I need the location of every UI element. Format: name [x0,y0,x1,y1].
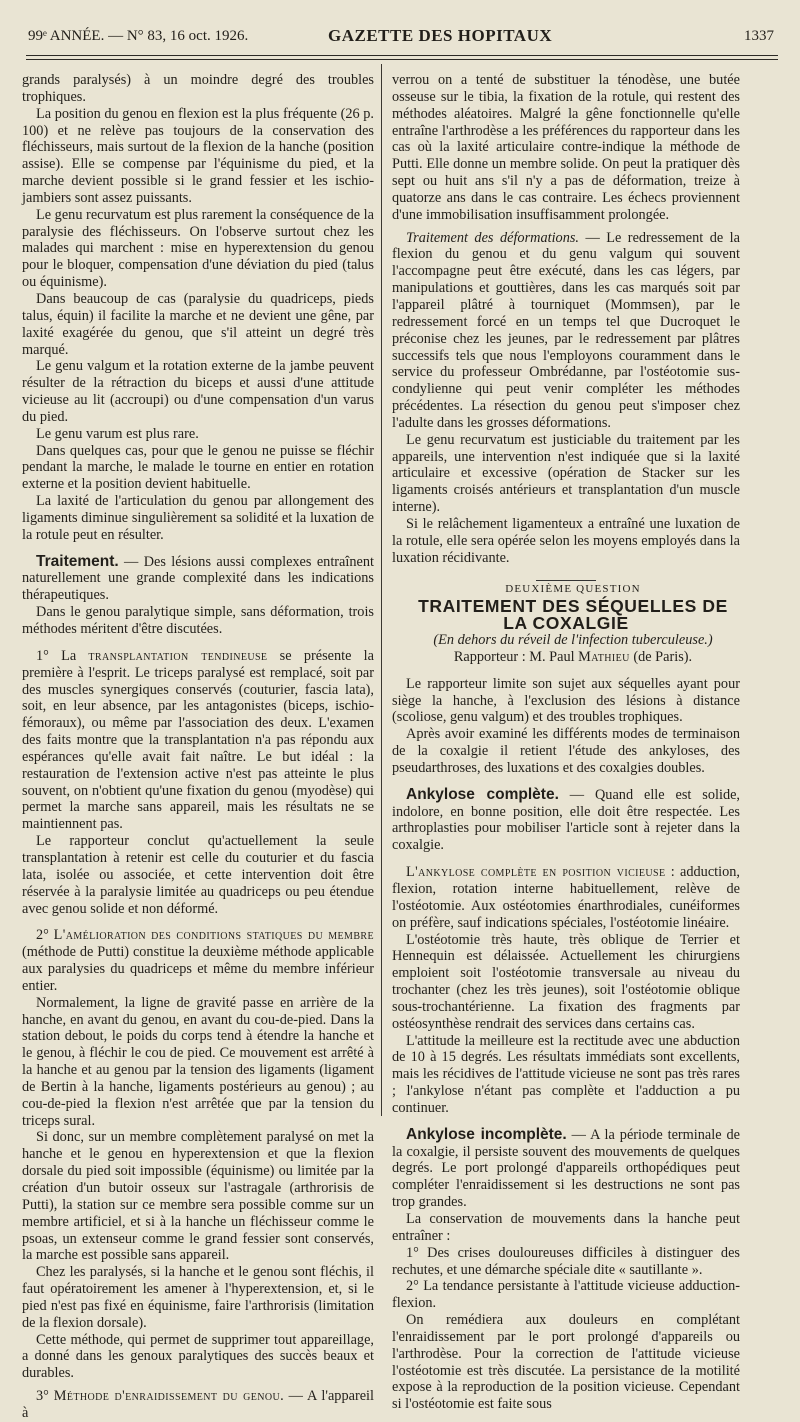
page-header [28,26,780,52]
paragraph: grands paralysés) à un moindre degré des troubles trophiques. [22,72,374,105]
paragraph: Le genu recurvatum est plus rarement la conséquence de la paralysie des fléchisseurs. On l'observe surtout chez les malades qui marchent : mise en hyperextension du genou pour le bloquer, compensation d'une déviation du pied (talus ou équinisme). [22,206,374,291]
column-divider [381,64,382,1116]
ankylose-incomplete-paragraph: Ankylose incomplète. — A la période terminale de la coxalgie, il persiste souvent des mouvements de quelques degrés. Le port prolongé d'appareils orthopédiques peut compléter l'enraidissement si les destructions ne sont pas trop grandes. [392,1125,741,1211]
paragraph: L'attitude la meilleure est la rectitude avec une abduction de 10 à 15 degrés. Les résultats immédiats sont excellents, mais les récidives de l'attitude vicieuse ne sont pas très rares ; l'ankylose n'étant pas complète et l'adduction a pu continuer. [392,1032,740,1116]
method-heading: transplantation tendineuse [88,647,268,664]
paragraph: L'ostéotomie très haute, très oblique de Terrier et Hennequin est délaissée. Actuellement les chirurgiens emploient soit l'ostéotomie transversale au niveau du trochanter (chez les très jeunes), soit l'ostéotomie oblique sous-trochantérienne. La fixation des fragments par ostéosynthèse rendrait des services dans certains cas. [392,931,740,1032]
issue-info: 99ᵉ ANNÉE. — N° 83, 16 oct. 1926. [28,28,249,44]
method-2-paragraph: 2° L'amélioration des conditions statiques du membre (méthode de Putti) constitue la deuxième méthode applicable aux paralysies du quadriceps et même du membre inférieur entier. [22,927,374,994]
header-rule [26,55,778,56]
paragraph: verrou on a tenté de substituer la ténodèse, une butée osseuse sur le tibia, la fixation de la rotule, qui restent des méthodes aléatoires. Malgré la gêne fonctionnelle qu'elle entraîne l'arthrodèse a les préférences du rapporteur dans les cas où la laxité articulaire contre-indique la méthode de Putti. Elle donne un membre solide. On peut la pratiquer dès sept ou huit ans s'il n'y a pas de déformation, treize à quatorze ans dans le cas contraire. Les échecs proviennent d'une immobilisation insuffisamment prolongée. [392,72,740,223]
section-heading: Traitement. [36,552,119,570]
page-number: 1337 [744,28,774,44]
method-1-paragraph: 1° La transplantation tendineuse se présente la première à l'esprit. Le triceps paralysé est remplacé, soit par des muscles synergiques conservés (couturier, fascia lata), soit, en leur absence, par les antagonistes (biceps, ischio-fémoraux), ou même par l'association des deux. L'examen des faits montre que la transplantation n'a pas répondu aux espérances qu'elle avait fait naître. Le but idéal : la restauration de l'extension active n'est pas atteinte le plus souvent, on n'obtient qu'une fixation du genou (myodèse) qui permet la marche sans appareil, mais les résultats ne se maintiennent pas. [22,647,374,833]
paragraph: Après avoir examiné les différents modes de terminaison de la coxalgie il retient l'étude des ankyloses, des pseudarthroses, des luxations et des coxalgies doubles. [392,726,740,776]
paragraph: Le rapporteur limite son sujet aux séquelles ayant pour siège la hanche, à l'exclusion des lésions à distance (scoliose, genu valgum) et des troubles trophiques. [392,675,740,726]
traitement-paragraph: Traitement. — Des lésions aussi complexes entraînent naturellement une grande complexité dans les indications thérapeutiques. [22,552,374,604]
method-heading: L'amélioration des conditions statiques du membre [53,927,374,944]
paragraph: Si le relâchement ligamenteux a entraîné une luxation de la rotule, elle sera opérée selon les moyens employés dans la luxation récidivante. [392,515,740,566]
left-column [22,72,374,1422]
paragraph: Dans le genou paralytique simple, sans déformation, trois méthodes méritent d'être discutées. [22,604,374,637]
paragraph: Le genu varum est plus rare. [36,425,199,442]
paragraph: La conservation de mouvements dans la hanche peut entraîner : [392,1211,740,1244]
question-label: DEUXIÈME QUESTION [505,583,641,596]
vicieuse-paragraph: L'ankylose complète en position vicieuse : adduction, flexion, rotation interne habituellement, relève de l'ostéotomie. Aux ostéotomies énarthrodiales, cunéiformes on préfère, sauf indications spéciales, l'ostéotomie linéaire. [392,864,740,931]
paragraph: Le rapporteur conclut qu'actuellement la seule transplantation à retenir est celle du couturier et du fascia lata, isolée ou associée, et cette intervention doit être réservée à la paralysie limitée au quadriceps ou peu étendue avec genou solide et non déformé. [22,833,374,917]
paragraph: Dans beaucoup de cas (paralysie du quadriceps, pieds talus, équin) il facilite la marche et ne devient une gêne, par laxité exagérée du genou, que s'il atteint un degré très marqué. [22,290,374,358]
paragraph: Normalement, la ligne de gravité passe en arrière de la hanche, en avant du genou, en avant du cou-de-pied. Dans la station debout, le poids du corps tend à étendre la hanche et le genou, à fléchir le cou de pied. Ce mouvement est arrêté à la hanche et au genou par la tension des ligaments (ligament de Bertin à la hanche, ligaments postérieurs au genou) ; au cou-de-pied la flexion n'est arrêtée que par la tension du triceps sural. [22,994,374,1129]
paragraph: 1° Des crises douloureuses difficiles à distinguer des rechutes, et une démarche spéciale dite « sautillante ». [392,1244,740,1278]
right-column [392,72,740,1413]
paragraph: Dans quelques cas, pour que le genou ne puisse se fléchir pendant la marche, le malade le tourne en entier en rotation externe et la position devient habituelle. [22,442,374,493]
section-heading: Ankylose complète. [406,785,559,803]
paragraph: Si donc, sur un membre complètement paralysé on met la hanche et le genou en hyperextension et que la flexion dorsale du pied soit impossible (équinisme) ou limitée par la création d'un butoir osseux sur l'astragale (arthrorisis de Putti), la station sur ce membre sera possible comme sur un membre artificiel, et si à la hanche un fléchisseur comme le psoas, un extenseur comme le grand fessier sont conservés, la marche est possible sans appareil. [22,1129,374,1264]
rapporteur-line: Rapporteur : M. Paul Mathieu (de Paris). [453,648,693,665]
paragraph: Chez les paralysés, si la hanche et le genou sont fléchis, il faut opératoirement les amener à l'hyperextension, et, si le pied n'est pas fixé en équinisme, faire l'arthrorisis (limitation de la flexion dorsale). [22,1264,374,1331]
ankylose-complete-paragraph: Ankylose complète. — Quand elle est solide, indolore, en bonne position, elle doit être respectée. Les arthroplasties pour mobiliser l'article sont à rejeter dans la coxalgie. [392,785,741,854]
subsection-heading: L'ankylose complète en position vicieuse [406,864,666,881]
method-heading: Méthode d'enraidissement du genou [53,1388,281,1405]
header-rule-secondary [26,59,778,60]
section-heading: Ankylose incomplète. [406,1125,567,1143]
paragraph: La laxité de l'articulation du genou par allongement des ligaments diminue singulièrement sa solidité et la luxation de la rotule peut en résulter. [22,493,374,543]
paragraph: Le genu recurvatum est justiciable du traitement par les appareils, une intervention n'est indiquée que si la laxité articulaire et excessive (opération de Stacker sur les ligaments croisés antérieurs et transplantation d'un muscle interne). [392,431,740,516]
paragraph: 2° La tendance persistante à l'attitude vicieuse adduction-flexion. [392,1278,740,1312]
deformations-paragraph: Traitement des déformations. — Le redressement de la flexion du genou et du genu valgum qui souvent l'accompagne peut être exécuté, dans les cas légers, par manipulations et gouttières, dans les cas marqués soit par l'appareil plâtré à tourniquet (Mommsen), par le redressement forcé en un temps tel que Ducroquet le préconise chez les jeunes, par le redressement par plâtres successifs tels que nous l'employons couramment dans le service du professeur Ombrédanne, par l'ostéotomie sus-condylienne qui peut venir compléter les méthodes précédentes. La résection du genou peut s'imposer chez l'adulte dans les grosses déformations. [392,229,740,431]
rapporteur-name: Mathieu [578,648,630,665]
section-title: TRAITEMENT DES SÉQUELLES DE LA COXALGIE [418,596,728,634]
subsection-heading: Traitement des déformations. [406,229,579,246]
paragraph: On remédiera aux douleurs en complétant l'enraidissement par le port prolongé d'appareils ou l'arthrodèse. Pour la correction de l'attitude vicieuse l'ostéotomie est très discutée. La persistance de la motilité expose à la reproduction de la position vicieuse. Cependant si l'ostéotomie est faite sous [392,1312,740,1413]
paragraph: Le genu valgum et la rotation externe de la jambe peuvent résulter de la rétraction du biceps et aussi d'une attitude vicieuse au lit (accroupi) ou d'une compensation d'un varus du pied. [22,358,374,425]
section-subtitle: (En dehors du réveil de l'infection tuberculeuse.) [433,632,713,648]
journal-title: GAZETTE DES HOPITAUX [328,26,553,45]
paragraph: La position du genou en flexion est la plus fréquente (26 p. 100) et ne relève pas toujours de la conservation des fléchisseurs, mais surtout de la flexion de la hanche (position assise). Elle se compense par l'équinisme du pied, et la marche devient possible si le grand fessier et les ischio-jambiers sont assez puissants. [22,105,374,206]
method-3-paragraph: 3° Méthode d'enraidissement du genou. — A l'appareil à [22,1388,374,1421]
paragraph: Cette méthode, qui permet de supprimer tout appareillage, a donné dans les genoux paralytiques des succès beaux et durables. [22,1331,374,1382]
